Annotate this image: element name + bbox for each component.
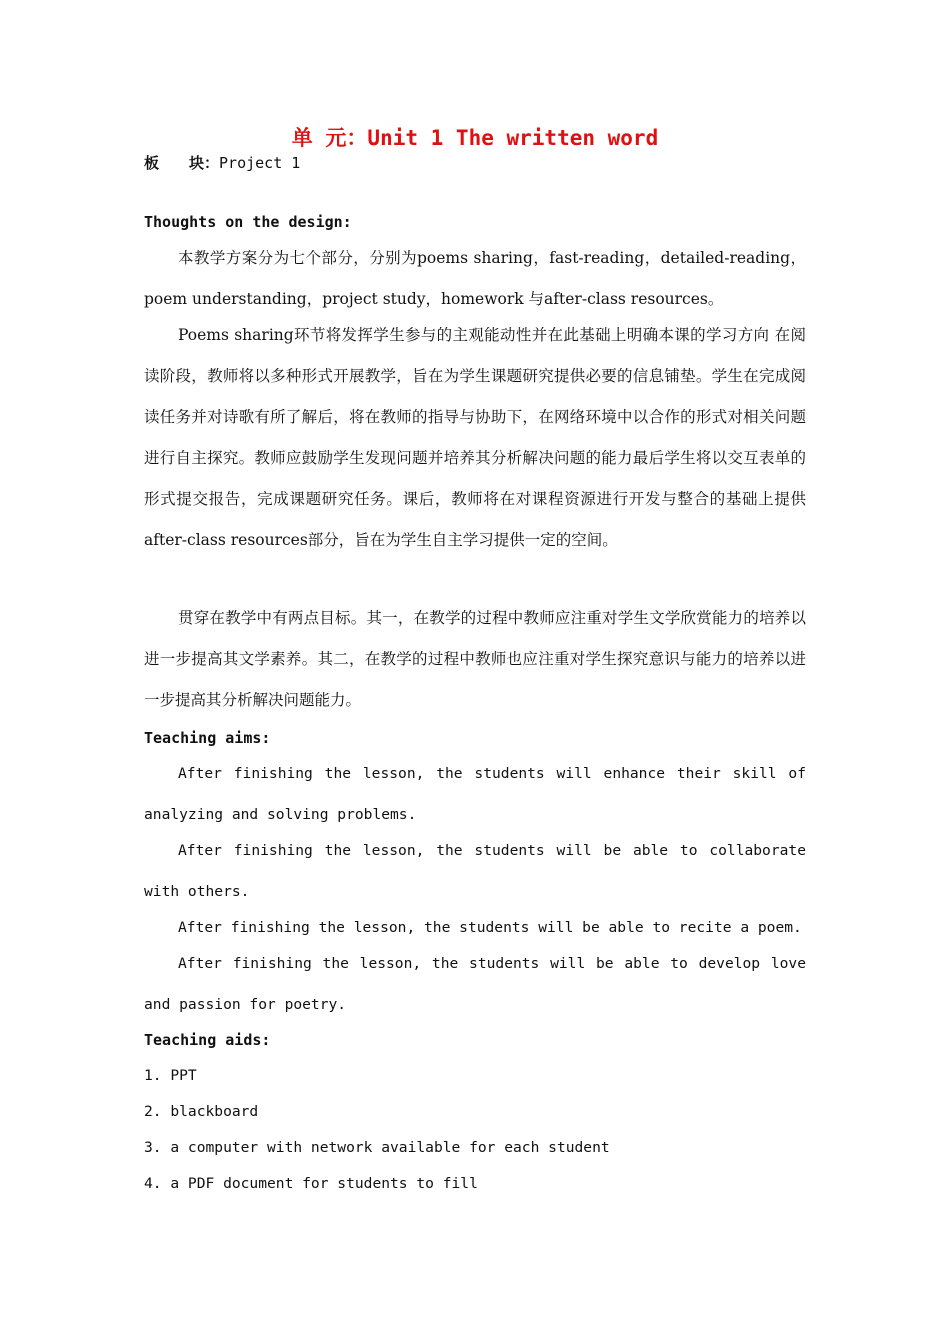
design-paragraph-3: 贯穿在教学中有两点目标。其一，在教学的过程中教师应注重对学生文学欣赏能力的培养以进一步提高其文学素养。其二，在教学的过程中教师也应注重对学生探究意识与能力的培养以进一步提高其分析解决问题能力。	[144, 609, 806, 709]
block-value: Project 1	[219, 154, 301, 172]
aid-item: 4. a PDF document for students to fill	[144, 1175, 478, 1192]
aims-heading: Teaching aims:	[144, 729, 271, 747]
block-label-a: 板	[144, 154, 160, 172]
aid-item: 2. blackboard	[144, 1103, 259, 1120]
aids-heading: Teaching aids:	[144, 1031, 271, 1049]
block-line	[144, 152, 300, 173]
aim-1: After finishing the lesson, the students will enhance their skill of analyzing and solving problems.	[144, 765, 806, 823]
aid-item: 1. PPT	[144, 1067, 197, 1084]
aim-3: After finishing the lesson, the students will be able to recite a poem.	[178, 919, 802, 936]
design-paragraph-2: Poems sharing环节将发挥学生参与的主观能动性并在此基础上明确本课的学习方向 在阅读阶段，教师将以多种形式开展教学，旨在为学生课题研究提供必要的信息铺垫。学生在完成阅读任务并对诗歌有所了解后，将在教师的指导与协助下，在网络环境中以合作的形式对相关问题进行自主探究。教师应鼓励学生发现问题并培养其分析解决问题的能力最后学生将以交互表单的形式提交报告，完成课题研究任务。课后，教师将在对课程资源进行开发与整合的基础上提供after-class resources部分，旨在为学生自主学习提供一定的空间。	[144, 326, 806, 549]
design-paragraph-1: 本教学方案分为七个部分，分别为poems sharing，fast-reading，detailed-reading，poem understanding，project study，homework 与after-class resources。	[144, 249, 806, 308]
design-heading: Thoughts on the design:	[144, 213, 352, 231]
aid-item: 3. a computer with network available for each student	[144, 1139, 610, 1156]
unit-title: 单 元：Unit 1 The written word	[291, 126, 659, 150]
block-label-b: 块：	[189, 154, 220, 172]
aim-2: After finishing the lesson, the students will be able to collaborate with others.	[144, 842, 806, 900]
aim-4: After finishing the lesson, the students will be able to develop love and passion for poetry.	[144, 955, 806, 1013]
